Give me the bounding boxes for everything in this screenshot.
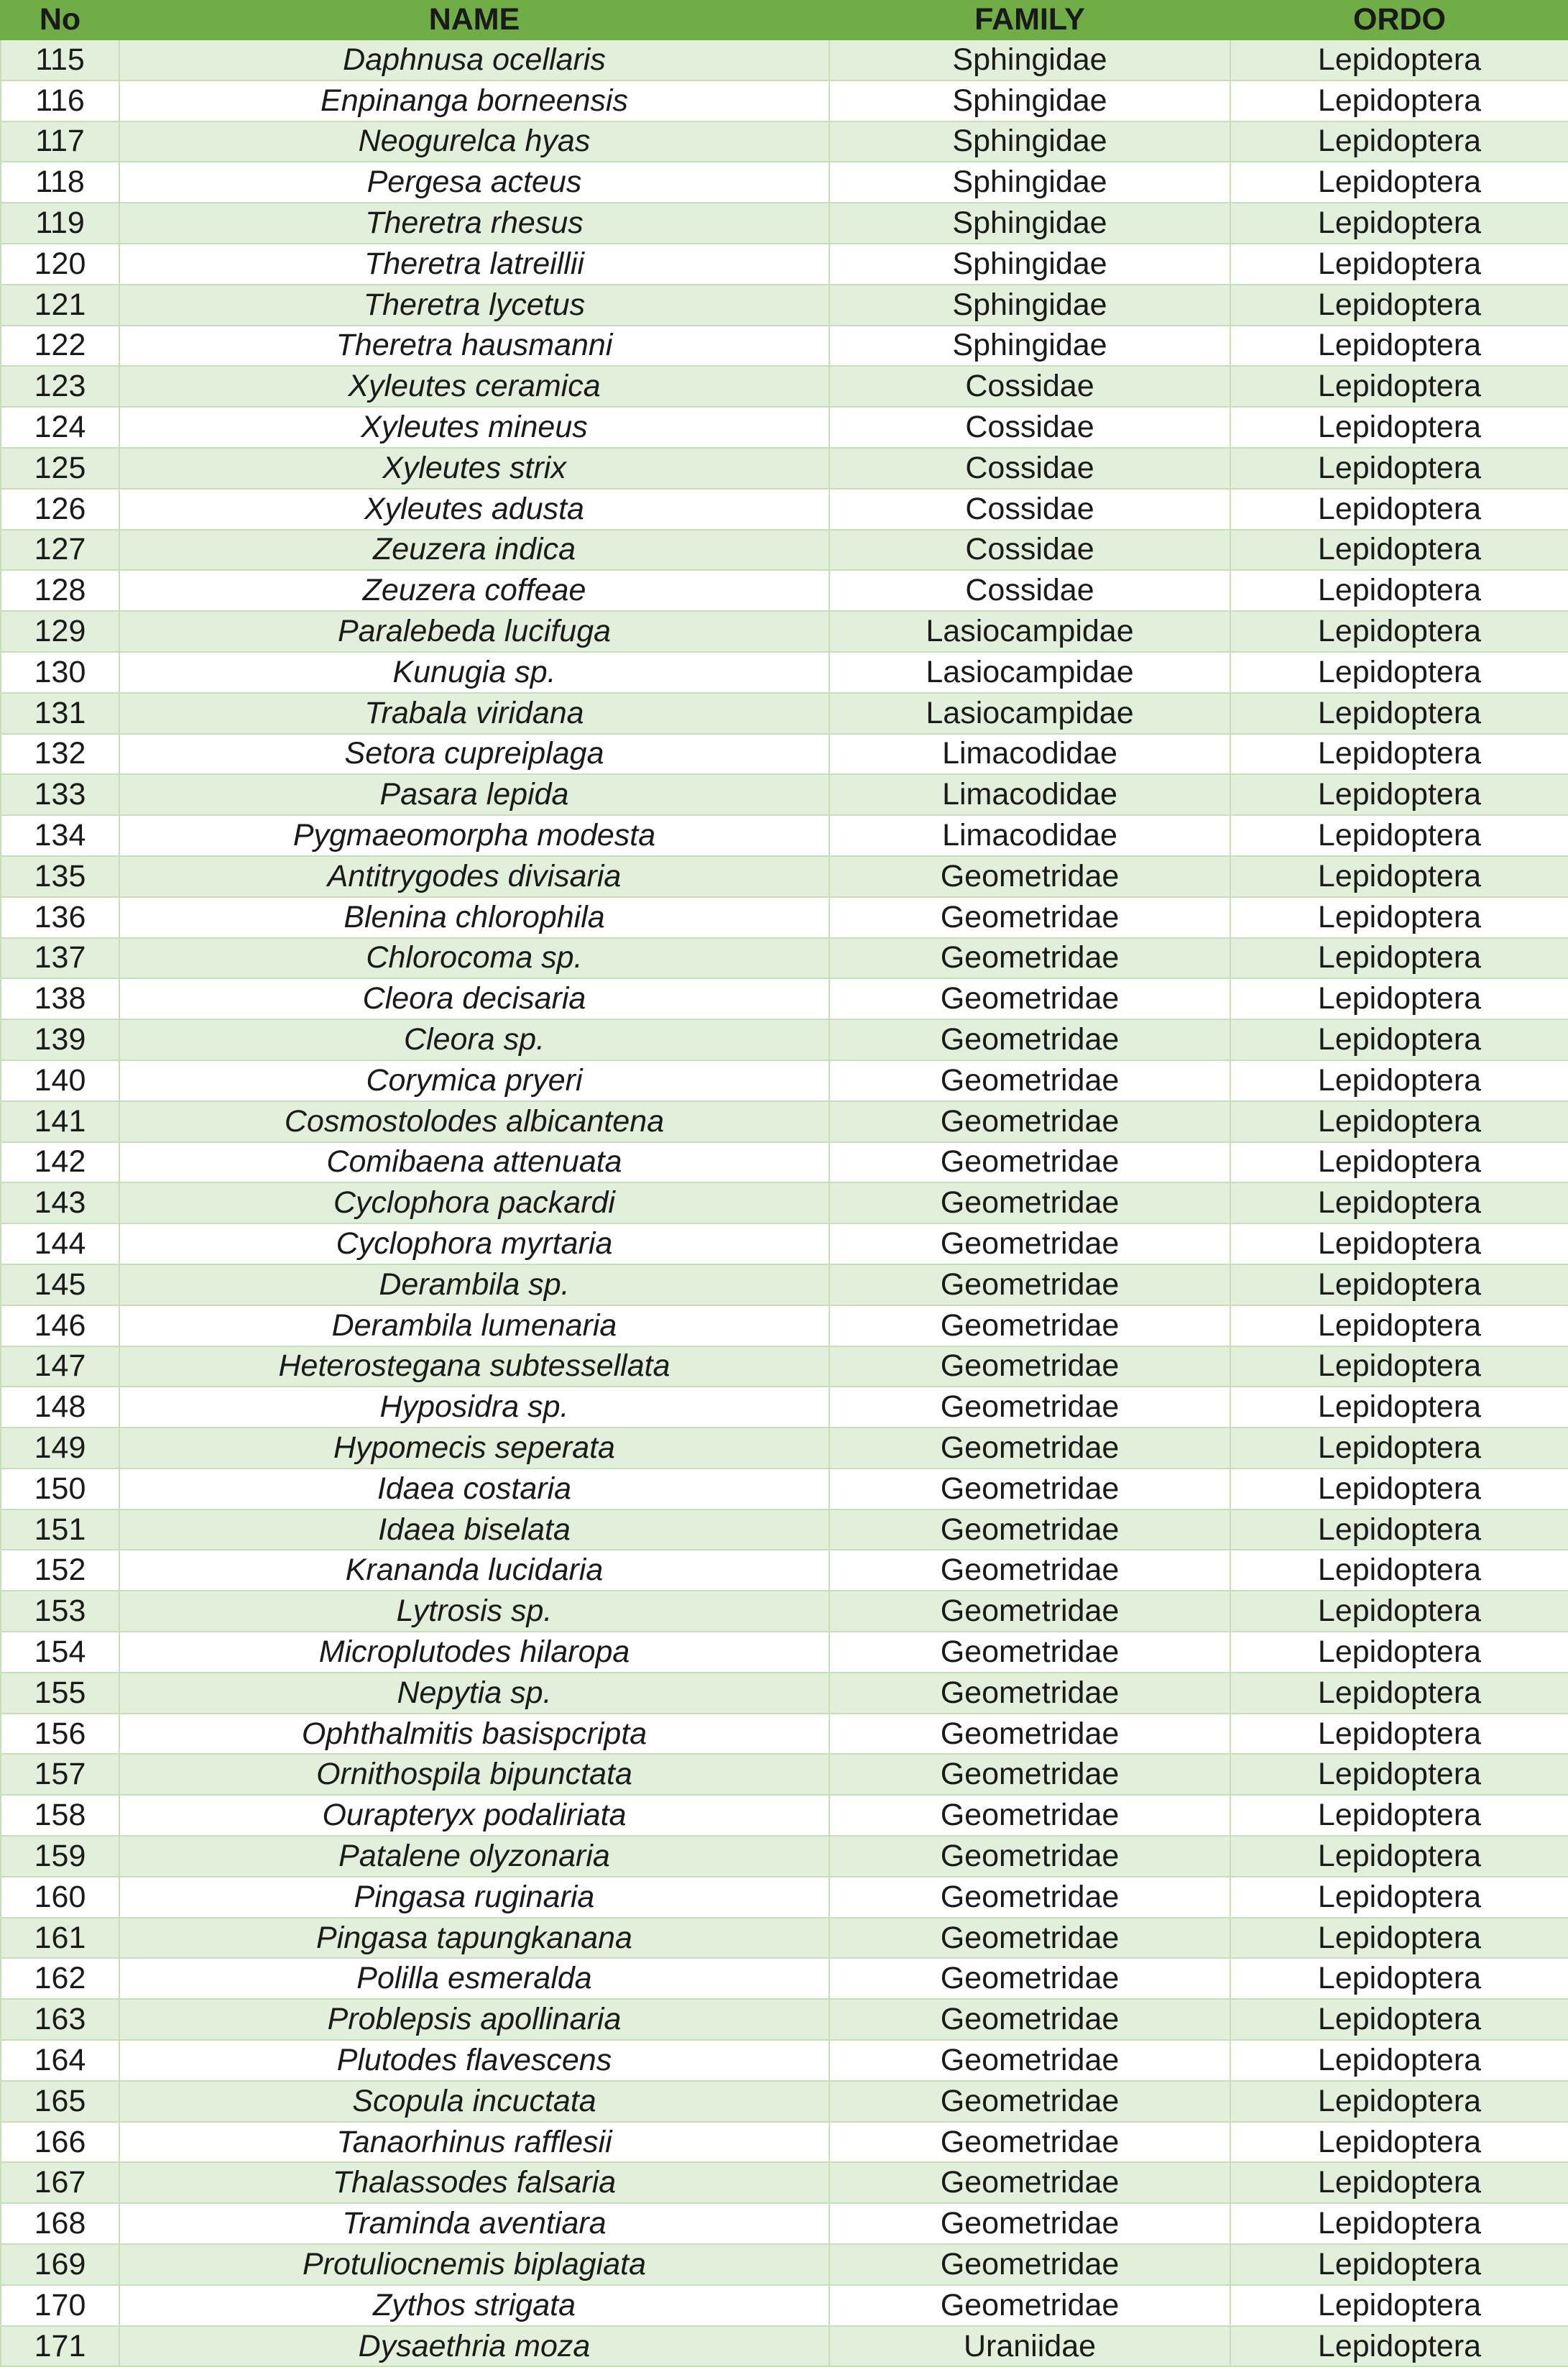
cell-name: Pingasa ruginaria [119, 1877, 829, 1918]
cell-name: Nepytia sp. [119, 1673, 829, 1714]
cell-ordo: Lepidoptera [1230, 570, 1568, 611]
cell-ordo: Lepidoptera [1230, 978, 1568, 1019]
cell-name: Xyleutes strix [119, 448, 829, 489]
cell-no: 134 [1, 815, 119, 856]
cell-name: Trabala viridana [119, 693, 829, 734]
cell-family: Limacodidae [829, 734, 1230, 775]
cell-name: Derambila lumenaria [119, 1305, 829, 1346]
cell-family: Geometridae [829, 1550, 1230, 1591]
table-row [1, 448, 1568, 489]
cell-family: Limacodidae [829, 815, 1230, 856]
cell-name: Scopula incuctata [119, 2081, 829, 2122]
table-row [1, 1019, 1568, 1060]
cell-no: 156 [1, 1714, 119, 1755]
cell-name: Cyclophora myrtaria [119, 1223, 829, 1264]
cell-ordo: Lepidoptera [1230, 1182, 1568, 1223]
table-row [1, 978, 1568, 1019]
table-row [1, 1836, 1568, 1877]
cell-no: 130 [1, 652, 119, 693]
cell-no: 120 [1, 244, 119, 285]
cell-name: Enpinanga borneensis [119, 81, 829, 121]
cell-no: 157 [1, 1754, 119, 1795]
table-row [1, 1632, 1568, 1673]
cell-family: Lasiocampidae [829, 652, 1230, 693]
cell-family: Cossidae [829, 407, 1230, 448]
cell-family: Geometridae [829, 1754, 1230, 1795]
cell-name: Ornithospila bipunctata [119, 1754, 829, 1795]
cell-name: Idaea biselata [119, 1509, 829, 1550]
table-row [1, 652, 1568, 693]
cell-ordo: Lepidoptera [1230, 1264, 1568, 1305]
cell-no: 161 [1, 1918, 119, 1959]
cell-family: Cossidae [829, 530, 1230, 571]
cell-name: Theretra lycetus [119, 285, 829, 326]
cell-ordo: Lepidoptera [1230, 611, 1568, 652]
cell-ordo: Lepidoptera [1230, 1714, 1568, 1755]
cell-no: 159 [1, 1836, 119, 1877]
cell-ordo: Lepidoptera [1230, 897, 1568, 938]
cell-family: Geometridae [829, 2285, 1230, 2326]
cell-ordo: Lepidoptera [1230, 774, 1568, 815]
cell-family: Geometridae [829, 1469, 1230, 1509]
table-row [1, 2326, 1568, 2367]
cell-ordo: Lepidoptera [1230, 40, 1568, 81]
cell-ordo: Lepidoptera [1230, 2285, 1568, 2326]
cell-no: 144 [1, 1223, 119, 1264]
cell-no: 171 [1, 2326, 119, 2367]
cell-family: Sphingidae [829, 285, 1230, 326]
cell-family: Geometridae [829, 2162, 1230, 2203]
cell-ordo: Lepidoptera [1230, 856, 1568, 897]
cell-name: Traminda aventiara [119, 2203, 829, 2244]
cell-ordo: Lepidoptera [1230, 1101, 1568, 1142]
table-row [1, 2122, 1568, 2163]
table-row [1, 1877, 1568, 1918]
cell-no: 141 [1, 1101, 119, 1142]
cell-no: 169 [1, 2244, 119, 2285]
cell-no: 129 [1, 611, 119, 652]
cell-name: Hypomecis seperata [119, 1428, 829, 1469]
cell-name: Chlorocoma sp. [119, 938, 829, 979]
cell-name: Hyposidra sp. [119, 1387, 829, 1428]
cell-ordo: Lepidoptera [1230, 1469, 1568, 1509]
cell-no: 150 [1, 1469, 119, 1509]
cell-no: 149 [1, 1428, 119, 1469]
cell-name: Comibaena attenuata [119, 1142, 829, 1183]
cell-no: 143 [1, 1182, 119, 1223]
cell-family: Geometridae [829, 1387, 1230, 1428]
cell-ordo: Lepidoptera [1230, 1142, 1568, 1183]
cell-family: Lasiocampidae [829, 611, 1230, 652]
cell-no: 119 [1, 203, 119, 244]
cell-name: Pergesa acteus [119, 162, 829, 203]
cell-name: Xyleutes ceramica [119, 366, 829, 407]
cell-family: Sphingidae [829, 203, 1230, 244]
table-row [1, 1714, 1568, 1755]
cell-family: Geometridae [829, 2244, 1230, 2285]
cell-no: 118 [1, 162, 119, 203]
table-row [1, 121, 1568, 162]
cell-ordo: Lepidoptera [1230, 815, 1568, 856]
table-row [1, 1428, 1568, 1469]
cell-name: Tanaorhinus rafflesii [119, 2122, 829, 2163]
cell-ordo: Lepidoptera [1230, 1428, 1568, 1469]
table-row [1, 40, 1568, 81]
cell-no: 166 [1, 2122, 119, 2163]
cell-ordo: Lepidoptera [1230, 1958, 1568, 1999]
cell-family: Geometridae [829, 1714, 1230, 1755]
cell-name: Protuliocnemis biplagiata [119, 2244, 829, 2285]
cell-no: 138 [1, 978, 119, 1019]
cell-name: Zeuzera coffeae [119, 570, 829, 611]
table-row [1, 530, 1568, 571]
cell-family: Geometridae [829, 1918, 1230, 1959]
table-row [1, 489, 1568, 530]
cell-ordo: Lepidoptera [1230, 1223, 1568, 1264]
cell-ordo: Lepidoptera [1230, 1346, 1568, 1387]
cell-no: 168 [1, 2203, 119, 2244]
cell-no: 136 [1, 897, 119, 938]
table-row [1, 1673, 1568, 1714]
cell-family: Geometridae [829, 856, 1230, 897]
cell-family: Geometridae [829, 938, 1230, 979]
cell-family: Geometridae [829, 1101, 1230, 1142]
cell-no: 124 [1, 407, 119, 448]
cell-ordo: Lepidoptera [1230, 244, 1568, 285]
cell-name: Thalassodes falsaria [119, 2162, 829, 2203]
cell-no: 153 [1, 1591, 119, 1632]
cell-name: Zythos strigata [119, 2285, 829, 2326]
cell-ordo: Lepidoptera [1230, 1836, 1568, 1877]
cell-name: Xyleutes mineus [119, 407, 829, 448]
table-row [1, 2162, 1568, 2203]
cell-family: Sphingidae [829, 244, 1230, 285]
table-row [1, 1754, 1568, 1795]
cell-name: Patalene olyzonaria [119, 1836, 829, 1877]
cell-family: Geometridae [829, 1019, 1230, 1060]
cell-family: Geometridae [829, 1836, 1230, 1877]
table-row [1, 1346, 1568, 1387]
cell-ordo: Lepidoptera [1230, 366, 1568, 407]
table-row [1, 1060, 1568, 1101]
cell-ordo: Lepidoptera [1230, 2040, 1568, 2081]
cell-family: Limacodidae [829, 774, 1230, 815]
cell-ordo: Lepidoptera [1230, 2162, 1568, 2203]
cell-name: Ophthalmitis basispcripta [119, 1714, 829, 1755]
cell-no: 147 [1, 1346, 119, 1387]
cell-name: Xyleutes adusta [119, 489, 829, 530]
table-row [1, 1509, 1568, 1550]
cell-name: Theretra latreillii [119, 244, 829, 285]
cell-ordo: Lepidoptera [1230, 2326, 1568, 2367]
cell-no: 126 [1, 489, 119, 530]
table-row [1, 81, 1568, 121]
cell-family: Geometridae [829, 1509, 1230, 1550]
cell-ordo: Lepidoptera [1230, 1387, 1568, 1428]
table-row [1, 2040, 1568, 2081]
cell-family: Geometridae [829, 1060, 1230, 1101]
table-row [1, 1142, 1568, 1183]
cell-no: 167 [1, 2162, 119, 2203]
cell-ordo: Lepidoptera [1230, 1591, 1568, 1632]
cell-no: 163 [1, 1999, 119, 2040]
table-row [1, 1999, 1568, 2040]
cell-ordo: Lepidoptera [1230, 1877, 1568, 1918]
cell-name: Paralebeda lucifuga [119, 611, 829, 652]
table-body [1, 40, 1568, 2366]
cell-ordo: Lepidoptera [1230, 1060, 1568, 1101]
cell-no: 125 [1, 448, 119, 489]
cell-family: Sphingidae [829, 40, 1230, 81]
cell-no: 121 [1, 285, 119, 326]
cell-family: Geometridae [829, 2081, 1230, 2122]
cell-no: 135 [1, 856, 119, 897]
table-row [1, 856, 1568, 897]
cell-name: Kunugia sp. [119, 652, 829, 693]
cell-no: 132 [1, 734, 119, 775]
cell-family: Geometridae [829, 897, 1230, 938]
cell-family: Sphingidae [829, 121, 1230, 162]
cell-name: Pasara lepida [119, 774, 829, 815]
table-row [1, 734, 1568, 775]
cell-ordo: Lepidoptera [1230, 2081, 1568, 2122]
cell-family: Geometridae [829, 978, 1230, 1019]
cell-name: Antitrygodes divisaria [119, 856, 829, 897]
cell-family: Geometridae [829, 1305, 1230, 1346]
cell-family: Geometridae [829, 1182, 1230, 1223]
table-row [1, 1795, 1568, 1836]
table-row [1, 1182, 1568, 1223]
cell-ordo: Lepidoptera [1230, 326, 1568, 367]
cell-family: Geometridae [829, 1958, 1230, 1999]
cell-no: 137 [1, 938, 119, 979]
cell-no: 152 [1, 1550, 119, 1591]
table-row [1, 2285, 1568, 2326]
cell-family: Cossidae [829, 570, 1230, 611]
cell-ordo: Lepidoptera [1230, 1305, 1568, 1346]
cell-ordo: Lepidoptera [1230, 693, 1568, 734]
cell-name: Theretra hausmanni [119, 326, 829, 367]
table-row [1, 1223, 1568, 1264]
cell-name: Neogurelca hyas [119, 121, 829, 162]
table-row [1, 1305, 1568, 1346]
cell-ordo: Lepidoptera [1230, 2244, 1568, 2285]
cell-name: Cleora decisaria [119, 978, 829, 1019]
table-row [1, 1264, 1568, 1305]
cell-family: Uraniidae [829, 2326, 1230, 2367]
header-no: No [1, 0, 119, 40]
table-row [1, 162, 1568, 203]
table-row [1, 570, 1568, 611]
cell-no: 139 [1, 1019, 119, 1060]
table-row [1, 244, 1568, 285]
cell-name: Pygmaeomorpha modesta [119, 815, 829, 856]
cell-family: Geometridae [829, 1223, 1230, 1264]
cell-ordo: Lepidoptera [1230, 652, 1568, 693]
cell-family: Geometridae [829, 1591, 1230, 1632]
cell-no: 133 [1, 774, 119, 815]
cell-family: Cossidae [829, 366, 1230, 407]
cell-no: 128 [1, 570, 119, 611]
cell-family: Geometridae [829, 1142, 1230, 1183]
cell-name: Problepsis apollinaria [119, 1999, 829, 2040]
cell-ordo: Lepidoptera [1230, 1550, 1568, 1591]
table-row [1, 366, 1568, 407]
cell-no: 158 [1, 1795, 119, 1836]
cell-name: Lytrosis sp. [119, 1591, 829, 1632]
cell-ordo: Lepidoptera [1230, 2122, 1568, 2163]
cell-name: Dysaethria moza [119, 2326, 829, 2367]
table-row [1, 326, 1568, 367]
cell-no: 146 [1, 1305, 119, 1346]
cell-name: Cleora sp. [119, 1019, 829, 1060]
cell-ordo: Lepidoptera [1230, 1673, 1568, 1714]
cell-no: 123 [1, 366, 119, 407]
cell-name: Theretra rhesus [119, 203, 829, 244]
table-row [1, 897, 1568, 938]
cell-family: Geometridae [829, 1673, 1230, 1714]
cell-ordo: Lepidoptera [1230, 734, 1568, 775]
table-row [1, 407, 1568, 448]
cell-ordo: Lepidoptera [1230, 203, 1568, 244]
cell-family: Geometridae [829, 1877, 1230, 1918]
cell-no: 145 [1, 1264, 119, 1305]
cell-ordo: Lepidoptera [1230, 162, 1568, 203]
cell-no: 160 [1, 1877, 119, 1918]
cell-family: Cossidae [829, 448, 1230, 489]
cell-ordo: Lepidoptera [1230, 1918, 1568, 1959]
cell-no: 154 [1, 1632, 119, 1673]
cell-family: Geometridae [829, 1346, 1230, 1387]
table-row [1, 285, 1568, 326]
cell-ordo: Lepidoptera [1230, 407, 1568, 448]
table-row [1, 1958, 1568, 1999]
cell-family: Sphingidae [829, 81, 1230, 121]
table-row [1, 815, 1568, 856]
cell-name: Pingasa tapungkanana [119, 1918, 829, 1959]
table-row [1, 693, 1568, 734]
cell-name: Daphnusa ocellaris [119, 40, 829, 81]
cell-no: 148 [1, 1387, 119, 1428]
table-row [1, 1550, 1568, 1591]
table-row [1, 2081, 1568, 2122]
header-name: NAME [119, 0, 829, 40]
cell-name: Krananda lucidaria [119, 1550, 829, 1591]
cell-ordo: Lepidoptera [1230, 1999, 1568, 2040]
cell-name: Polilla esmeralda [119, 1958, 829, 1999]
cell-family: Geometridae [829, 2203, 1230, 2244]
cell-ordo: Lepidoptera [1230, 938, 1568, 979]
cell-ordo: Lepidoptera [1230, 2203, 1568, 2244]
cell-family: Geometridae [829, 1632, 1230, 1673]
cell-name: Microplutodes hilaropa [119, 1632, 829, 1673]
table-row [1, 1469, 1568, 1509]
cell-name: Ourapteryx podaliriata [119, 1795, 829, 1836]
cell-name: Derambila sp. [119, 1264, 829, 1305]
cell-name: Idaea costaria [119, 1469, 829, 1509]
cell-no: 115 [1, 40, 119, 81]
table-row [1, 938, 1568, 979]
header-row [1, 0, 1568, 40]
cell-ordo: Lepidoptera [1230, 530, 1568, 571]
cell-ordo: Lepidoptera [1230, 448, 1568, 489]
cell-no: 116 [1, 81, 119, 121]
cell-family: Geometridae [829, 2040, 1230, 2081]
cell-ordo: Lepidoptera [1230, 1509, 1568, 1550]
table-row [1, 2203, 1568, 2244]
table-row [1, 1591, 1568, 1632]
table-row [1, 2244, 1568, 2285]
cell-ordo: Lepidoptera [1230, 121, 1568, 162]
cell-family: Geometridae [829, 1795, 1230, 1836]
table-row [1, 1101, 1568, 1142]
cell-no: 131 [1, 693, 119, 734]
cell-name: Corymica pryeri [119, 1060, 829, 1101]
cell-name: Heterostegana subtessellata [119, 1346, 829, 1387]
header-ordo: ORDO [1230, 0, 1568, 40]
cell-family: Sphingidae [829, 162, 1230, 203]
cell-no: 127 [1, 530, 119, 571]
cell-ordo: Lepidoptera [1230, 1019, 1568, 1060]
cell-no: 155 [1, 1673, 119, 1714]
cell-name: Blenina chlorophila [119, 897, 829, 938]
table-header [1, 0, 1568, 40]
cell-no: 117 [1, 121, 119, 162]
cell-family: Cossidae [829, 489, 1230, 530]
cell-no: 170 [1, 2285, 119, 2326]
cell-ordo: Lepidoptera [1230, 1754, 1568, 1795]
cell-ordo: Lepidoptera [1230, 489, 1568, 530]
cell-ordo: Lepidoptera [1230, 1632, 1568, 1673]
header-family: FAMILY [829, 0, 1230, 40]
table-row [1, 203, 1568, 244]
cell-name: Zeuzera indica [119, 530, 829, 571]
cell-no: 162 [1, 1958, 119, 1999]
cell-no: 164 [1, 2040, 119, 2081]
cell-family: Sphingidae [829, 326, 1230, 367]
cell-no: 140 [1, 1060, 119, 1101]
cell-family: Geometridae [829, 1264, 1230, 1305]
cell-family: Geometridae [829, 2122, 1230, 2163]
cell-family: Lasiocampidae [829, 693, 1230, 734]
cell-no: 122 [1, 326, 119, 367]
cell-name: Cyclophora packardi [119, 1182, 829, 1223]
cell-no: 151 [1, 1509, 119, 1550]
cell-ordo: Lepidoptera [1230, 81, 1568, 121]
table-row [1, 774, 1568, 815]
cell-name: Cosmostolodes albicantena [119, 1101, 829, 1142]
cell-family: Geometridae [829, 1428, 1230, 1469]
cell-family: Geometridae [829, 1999, 1230, 2040]
table-row [1, 1387, 1568, 1428]
cell-no: 165 [1, 2081, 119, 2122]
cell-name: Setora cupreiplaga [119, 734, 829, 775]
cell-ordo: Lepidoptera [1230, 1795, 1568, 1836]
table-row [1, 611, 1568, 652]
cell-ordo: Lepidoptera [1230, 285, 1568, 326]
cell-no: 142 [1, 1142, 119, 1183]
table-row [1, 1918, 1568, 1959]
cell-name: Plutodes flavescens [119, 2040, 829, 2081]
